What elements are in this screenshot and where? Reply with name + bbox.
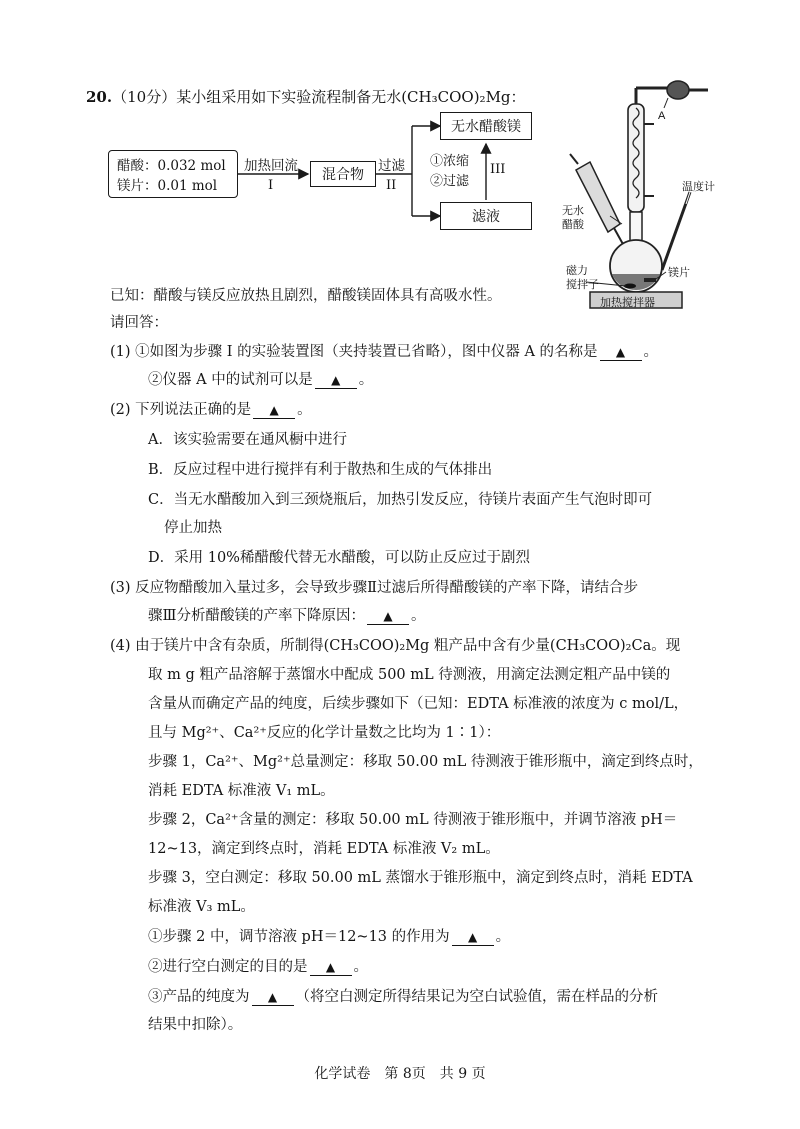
q3-line2-text: 骤Ⅲ分析醋酸镁的产率下降原因： bbox=[148, 608, 365, 624]
q4-line-3: 含量从而确定产品的纯度，后续步骤如下（已知：EDTA 标准液的浓度为 c mol/L， bbox=[148, 696, 689, 712]
acid-label-line2: 醋酸 bbox=[562, 218, 584, 231]
q4-step3-line2: 标准液 V₃ mL。 bbox=[148, 899, 255, 915]
q4-sub3 bbox=[148, 985, 658, 1006]
reactant-mg: 镁片：0.01 mol bbox=[117, 178, 218, 194]
product-box: 无水醋酸镁 bbox=[440, 112, 532, 140]
q3-line1: (3) 反应物醋酸加入量过多，会导致步骤Ⅱ过滤后所得醋酸镁的产率下降，请结合步 bbox=[110, 580, 639, 596]
q4-sub3-note: （将空白测定所得结果记为空白试验值，需在样品的分析 bbox=[295, 989, 658, 1005]
mixture-box: 混合物 bbox=[310, 161, 376, 187]
stirbar-label bbox=[566, 264, 599, 292]
q3-blank[interactable]: ▲ bbox=[367, 608, 409, 625]
stirbar-label-line1: 磁力 bbox=[566, 264, 588, 277]
q4-step3-line1: 步骤 3，空白测定：移取 50.00 mL 蒸馏水于锥形瓶中，滴定到终点时，消耗 EDTA bbox=[148, 870, 693, 886]
step2-number: II bbox=[386, 178, 397, 193]
question-score: （10分） bbox=[112, 88, 177, 106]
q4-step2-line2: 12~13，滴定到终点时，消耗 EDTA 标准液 V₂ mL。 bbox=[148, 841, 500, 857]
q4-sub2-blank[interactable]: ▲ bbox=[310, 959, 352, 976]
q2-stem bbox=[110, 398, 312, 419]
q2-option-c-cont: 停止加热 bbox=[164, 520, 222, 536]
q1-part1-blank[interactable]: ▲ bbox=[600, 344, 642, 361]
reactants-box bbox=[108, 150, 238, 198]
step1-label: 加热回流 bbox=[244, 158, 298, 174]
q1-part1-text: (1) ①如图为步骤 I 的实验装置图（夹持装置已省略），图中仪器 A 的名称是 bbox=[110, 344, 598, 360]
q4-sub1-blank[interactable]: ▲ bbox=[452, 929, 494, 946]
q4-sub3-blank[interactable]: ▲ bbox=[252, 989, 294, 1006]
q2-option-a: A．该实验需要在通风橱中进行 bbox=[148, 432, 347, 448]
mg-strip-label: 镁片 bbox=[668, 266, 690, 279]
step3-concentrate: ①浓缩 bbox=[430, 154, 470, 169]
answer-prompt: 请回答： bbox=[110, 315, 168, 331]
q4-step2-line1: 步骤 2，Ca²⁺含量的测定：移取 50.00 mL 待测液于锥形瓶中，并调节溶液 pH＝ bbox=[148, 812, 678, 828]
step3-actions bbox=[430, 152, 469, 192]
drying-tube-bulb bbox=[667, 81, 689, 99]
known-info: 已知：醋酸与镁反应放热且剧烈，醋酸镁固体具有高吸水性。 bbox=[110, 288, 502, 304]
step3-filter: ②过滤 bbox=[430, 174, 470, 189]
q2-option-c: C．当无水醋酸加入到三颈烧瓶后，加热引发反应，待镁片表面产生气泡时即可 bbox=[148, 492, 653, 508]
q3-line2-end: 。 bbox=[410, 608, 426, 624]
apparatus-label-a: A bbox=[658, 110, 666, 122]
step3-number: III bbox=[490, 162, 506, 177]
q2-stem-end: 。 bbox=[297, 402, 312, 418]
q1-part2-text: ②仪器 A 中的试剂可以是 bbox=[148, 372, 313, 388]
reactant-acid: 醋酸：0.032 mol bbox=[117, 158, 226, 174]
q2-blank[interactable]: ▲ bbox=[253, 402, 295, 419]
q4-sub1 bbox=[148, 925, 510, 946]
q4-sub1-end: 。 bbox=[495, 929, 511, 945]
question-stem: 某小组采用如下实验流程制备无水(CH₃COO)₂Mg： bbox=[176, 88, 526, 106]
q1-part2-blank[interactable]: ▲ bbox=[315, 372, 357, 389]
thermometer-label: 温度计 bbox=[682, 180, 715, 193]
q2-option-d: D．采用 10%稀醋酸代替无水醋酸，可以防止反应过于剧烈 bbox=[148, 550, 530, 566]
filtrate-box: 滤液 bbox=[440, 202, 532, 230]
q1-part2 bbox=[148, 368, 373, 389]
q1-part1-end: 。 bbox=[643, 344, 659, 360]
question-number: 20. bbox=[86, 88, 113, 106]
q4-sub2 bbox=[148, 955, 368, 976]
q4-step1-line1: 步骤 1，Ca²⁺、Mg²⁺总量测定：移取 50.00 mL 待测液于锥形瓶中，滴定到终点时， bbox=[148, 754, 703, 770]
q4-line-1: (4) 由于镁片中含有杂质，所制得(CH₃COO)₂Mg 粗产品中含有少量(CH₃COO)₂Ca。现 bbox=[110, 638, 681, 654]
acid-label bbox=[562, 204, 584, 232]
q4-sub3-text: ③产品的纯度为 bbox=[148, 989, 250, 1005]
q1-part2-end: 。 bbox=[358, 372, 374, 388]
q4-line-2: 取 m g 粗产品溶解于蒸馏水中配成 500 mL 待测液，用滴定法测定粗产品中镁的 bbox=[148, 667, 671, 683]
funnel-stopper bbox=[570, 154, 578, 164]
q4-step1-line2: 消耗 EDTA 标准液 V₁ mL。 bbox=[148, 783, 335, 799]
q4-sub2-text: ②进行空白测定的目的是 bbox=[148, 959, 308, 975]
page-footer: 化学试卷 第 8页 共 9 页 bbox=[314, 1066, 486, 1082]
q2-stem-text: (2) 下列说法正确的是 bbox=[110, 402, 252, 418]
q2-option-b: B．反应过程中进行搅拌有利于散热和生成的气体排出 bbox=[148, 462, 493, 478]
q4-line-4: 且与 Mg²⁺、Ca²⁺反应的化学计量数之比均为 1∶1）： bbox=[148, 725, 501, 741]
heater-label: 加热搅拌器 bbox=[600, 296, 655, 309]
leader-a bbox=[664, 98, 668, 108]
q4-sub2-end: 。 bbox=[353, 959, 368, 975]
q3-line2 bbox=[148, 604, 425, 625]
stirbar-label-line2: 搅拌子 bbox=[566, 278, 599, 291]
magnesium-strip bbox=[644, 278, 656, 282]
step2-label: 过滤 bbox=[378, 158, 405, 174]
acid-label-line1: 无水 bbox=[562, 204, 584, 217]
q4-sub1-text: ①步骤 2 中，调节溶液 pH＝12~13 的作用为 bbox=[148, 929, 450, 945]
q4-sub3-line2: 结果中扣除）。 bbox=[148, 1017, 243, 1033]
step1-number: I bbox=[268, 178, 274, 193]
q1-part1 bbox=[110, 340, 658, 361]
